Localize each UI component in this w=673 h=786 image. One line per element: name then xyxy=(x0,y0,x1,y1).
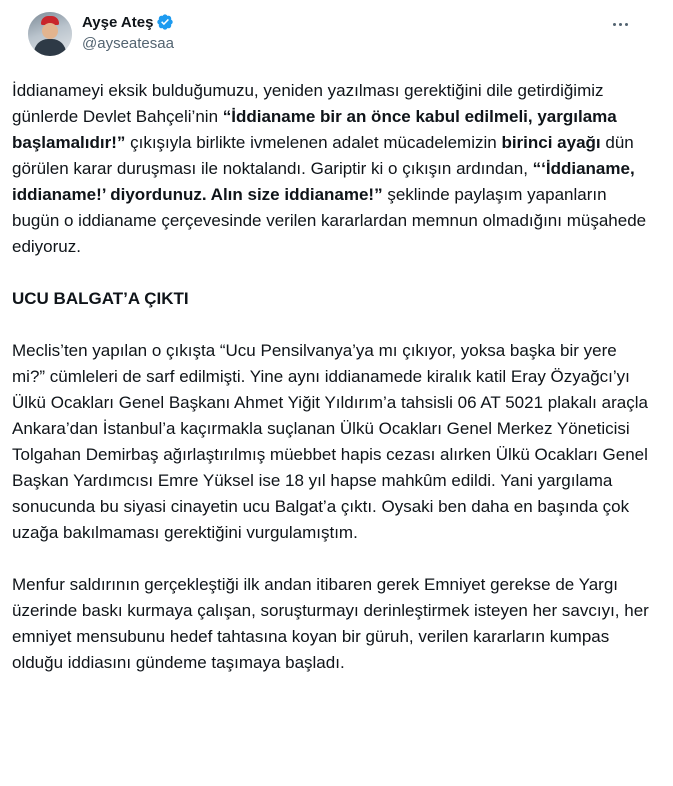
verified-badge-icon xyxy=(156,13,174,31)
paragraph-3: Menfur saldırının gerçekleştiği ilk andan itibaren gerek Emniyet gerekse de Yargı üzerinde baskı kurmaya çalışan, soruşturmayı derinleştirmek isteyen her savcıyı, her emniyet mensubunu hedef tahtasına koyan bir güruh, verilen kararların kumpas olduğu iddiasını gündeme taşımaya başladı. xyxy=(12,575,649,672)
name-row xyxy=(82,12,174,32)
text-run: dün görülen karar duruşması ile noktalandı. Gariptir ki o çıkışın ardından, xyxy=(12,133,634,178)
post-header xyxy=(16,0,657,72)
text-run: çıkışıyla birlikte ivmelenen adalet mücadelemizin xyxy=(125,133,502,152)
bold-text-run: birinci ayağı xyxy=(501,133,601,152)
avatar-body xyxy=(34,39,66,56)
user-info[interactable] xyxy=(82,12,174,52)
post-text xyxy=(12,78,652,676)
more-options-icon[interactable] xyxy=(605,12,635,36)
avatar-face xyxy=(42,23,58,39)
section-heading: UCU BALGAT’A ÇIKTI xyxy=(12,289,189,308)
bold-text-run: “‘İddianame, iddianame!’ diyordunuz. Alın size iddianame!” xyxy=(12,159,635,204)
avatar[interactable] xyxy=(28,12,72,56)
text-run: İddianameyi eksik bulduğumuzu, yeniden yazılması gerektiğini dile getirdiğimiz günlerde Devlet Bahçeli’nin xyxy=(12,81,604,126)
paragraph-2: Meclis’ten yapılan o çıkışta “Ucu Pensilvanya’ya mı çıkıyor, yoksa başka bir yere mi?” cümleleri de sarf edilmişti. Yine aynı iddianamede kiralık katil Eray Özyağcı’yı Ülkü Ocakları Genel Başkanı Ahmet Yiğit Yıldırım’a tahsisli 06 AT 5021 plakalı araçla Ankara’dan İstanbul’a kaçırmakla suçlanan Ülkü Ocakları Genel Merkez Yöneticisi Tolgahan Demirbaş ağırlaştırılmış müebbet hapis cezası alırken Ülkü Ocakları Genel Başkan Yardımcısı Emre Yüksel ise 18 yıl hapse mahkûm edildi. Yani yargılama sonucunda bu siyasi cinayetin ucu Balgat’a çıktı. Oysaki ben daha en başında çok uzağa bakılmaması gerektiğini vurgulamıştım. xyxy=(12,341,648,542)
paragraph-1 xyxy=(12,78,652,260)
bold-text-run: “İddianame bir an önce kabul edilmeli, yargılama başlamalıdır!” xyxy=(12,107,617,152)
text-run: şeklinde paylaşım yapanların bugün o iddianame çerçevesinde verilen kararlardan memnun olmadığını müşahede ediyoruz. xyxy=(12,185,647,256)
display-name[interactable]: Ayşe Ateş xyxy=(82,13,154,31)
user-handle[interactable]: @ayseatesaa xyxy=(82,35,174,52)
